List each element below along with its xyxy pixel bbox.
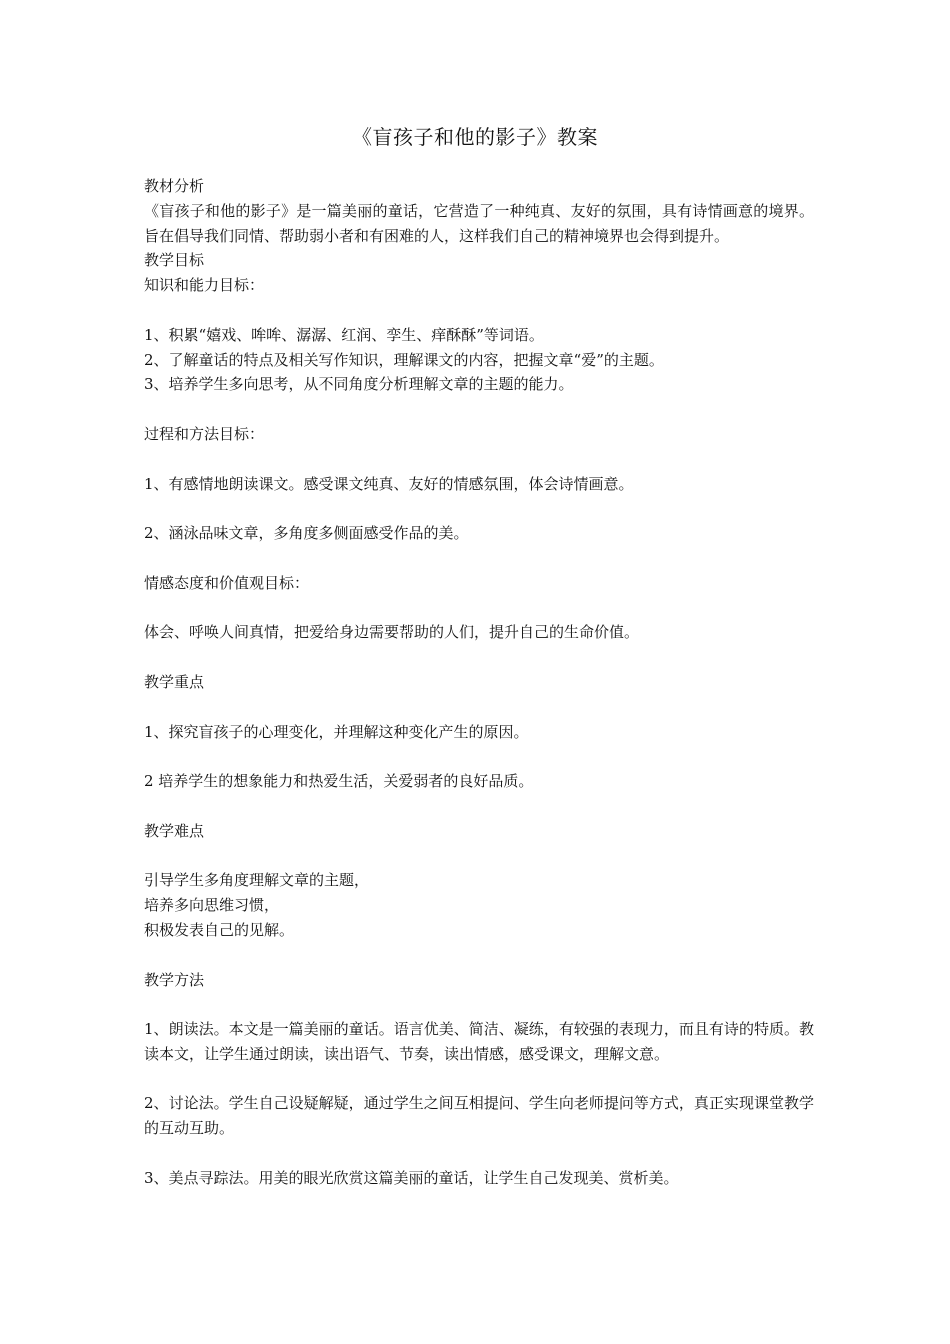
document-title: 《盲孩子和他的影子》教案 (352, 125, 598, 149)
spacer (144, 596, 814, 621)
key-point-2: 2 培养学生的想象能力和热爱生活，关爱弱者的良好品质。 (144, 772, 534, 791)
knowledge-item-3: 3、培养学生多向思考，从不同角度分析理解文章的主题的能力。 (144, 375, 574, 394)
process-item-1: 1、有感情地朗读课文。感受课文纯真、友好的情感氛围，体会诗情画意。 (144, 474, 634, 493)
spacer (144, 447, 814, 472)
key-point-1: 1、探究盲孩子的心理变化，并理解这种变化产生的原因。 (144, 722, 529, 741)
spacer (144, 645, 814, 670)
knowledge-item-2: 2、了解童话的特点及相关写作知识，理解课文的内容，把握文章“爱”的主题。 (144, 350, 664, 369)
spacer (144, 943, 814, 968)
spacer (144, 298, 814, 323)
spacer (144, 794, 814, 819)
spacer (144, 496, 814, 521)
analysis-paragraph: 《盲孩子和他的影子》是一篇美丽的童话，它营造了一种纯真、友好的氛围，具有诗情画意的境界。旨在倡导我们同情、帮助弱小者和有困难的人，这样我们自己的精神境界也会得到提升。 (144, 201, 814, 245)
method-item-1: 1、朗读法。本文是一篇美丽的童话。语言优美、简洁、凝练，有较强的表现力，而且有诗的特质。教读本文，让学生通过朗读，读出语气、节奏，读出情感，感受课文，理解文意。 (144, 1020, 814, 1063)
spacer (144, 844, 814, 869)
difficulty-line-3: 积极发表自己的见解。 (144, 920, 295, 939)
spacer (144, 695, 814, 720)
spacer (144, 1141, 814, 1166)
spacer (144, 546, 814, 571)
emotion-paragraph: 体会、呼唤人间真情，把爱给身边需要帮助的人们，提升自己的生命价值。 (144, 623, 640, 642)
process-item-2: 2、涵泳品味文章，多角度多侧面感受作品的美。 (144, 524, 469, 543)
subheading-process: 过程和方法目标： (144, 424, 265, 443)
subheading-emotion: 情感态度和价值观目标： (144, 573, 310, 592)
difficulty-line-1: 引导学生多角度理解文章的主题， (144, 871, 370, 890)
spacer (144, 1067, 814, 1092)
spacer (144, 744, 814, 769)
spacer (144, 397, 814, 422)
section-heading-difficulties: 教学难点 (144, 821, 205, 840)
difficulty-line-2: 培养多向思维习惯， (144, 896, 280, 915)
section-heading-methods: 教学方法 (144, 970, 205, 989)
section-heading-goals: 教学目标 (144, 251, 205, 270)
subheading-knowledge: 知识和能力目标： (144, 276, 265, 295)
method-item-2: 2、讨论法。学生自己设疑解疑，通过学生之间互相提问、学生向老师提问等方式，真正实现课堂教学的互动互助。 (144, 1094, 814, 1138)
knowledge-item-1: 1、积累“嬉戏、哞哞、潺潺、红润、孪生、痒酥酥”等词语。 (144, 325, 544, 344)
section-heading-key-points: 教学重点 (144, 672, 205, 691)
section-heading-analysis: 教材分析 (144, 177, 205, 195)
document-body (144, 174, 814, 1191)
spacer (144, 992, 814, 1017)
method-item-3: 3、美点寻踪法。用美的眼光欣赏这篇美丽的童话，让学生自己发现美、赏析美。 (144, 1168, 679, 1187)
